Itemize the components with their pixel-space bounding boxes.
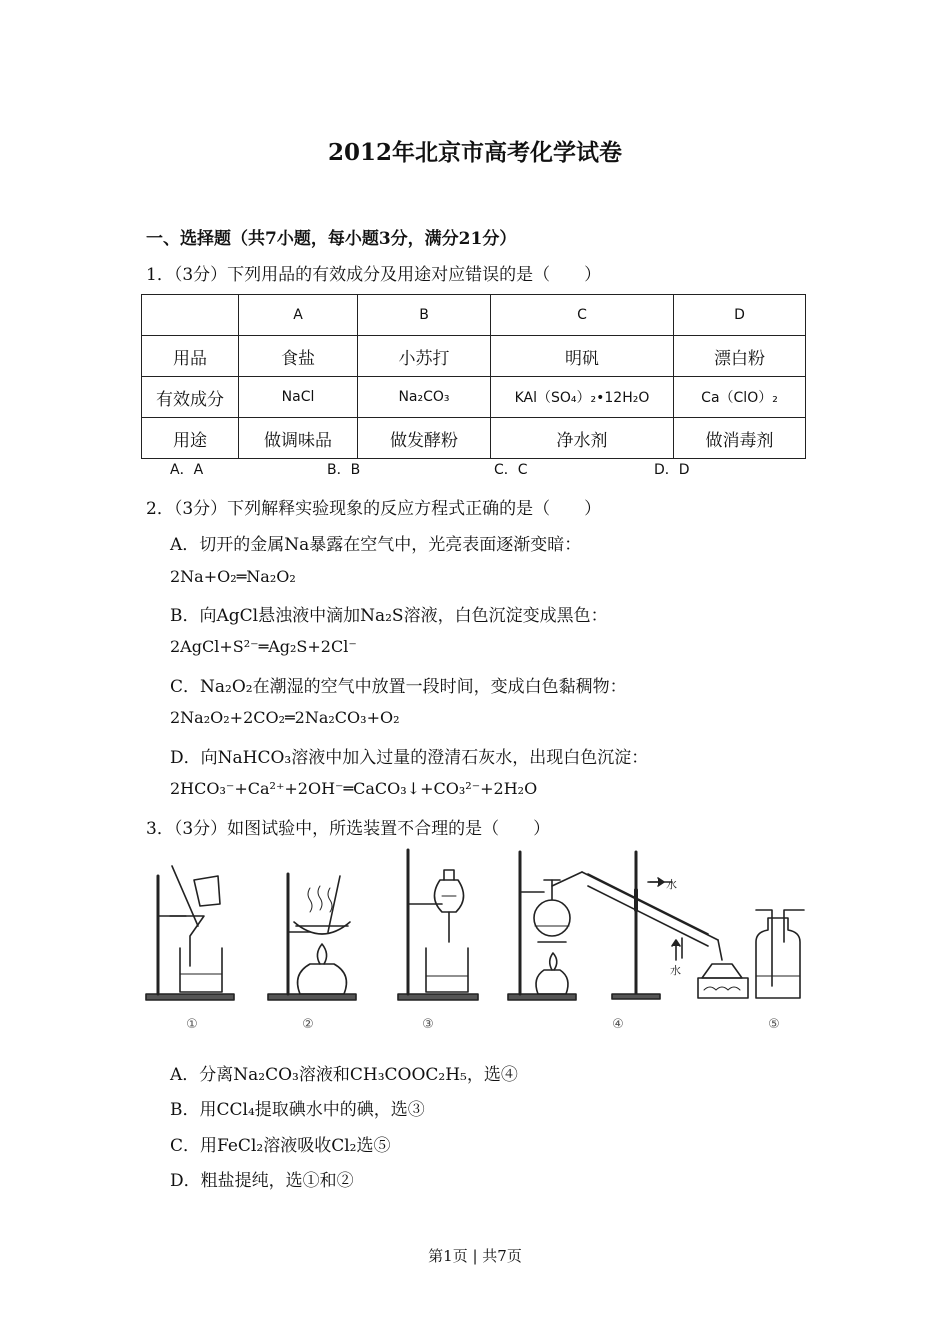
- apparatus-label-5: ⑤: [768, 1017, 780, 1032]
- page-footer: 第1页 | 共7页: [428, 1247, 522, 1265]
- table-header-cell: [142, 295, 239, 336]
- question-1-option-a: A．A: [170, 462, 204, 478]
- question-1-option-d: D．D: [654, 462, 690, 478]
- distillation-apparatus: [508, 852, 748, 1000]
- table-row: [142, 418, 806, 459]
- table-cell: 做调味品: [239, 418, 358, 459]
- evaporation-apparatus: [268, 874, 356, 1000]
- question-1-table: [141, 294, 806, 459]
- table-cell: 明矾: [491, 336, 674, 377]
- question-1-option-b: B．B: [327, 462, 361, 478]
- apparatus-label-1: ①: [186, 1017, 198, 1032]
- table-header-cell: C: [491, 295, 674, 336]
- gas-wash-bottle: [756, 910, 804, 998]
- table-cell: 有效成分: [142, 377, 239, 418]
- table-cell: 做发酵粉: [358, 418, 491, 459]
- table-cell: 用品: [142, 336, 239, 377]
- question-3-stem: 3．（3分）如图试验中，所选装置不合理的是（ ）: [146, 819, 551, 839]
- question-2-stem: 2．（3分）下列解释实验现象的反应方程式正确的是（ ）: [146, 499, 602, 519]
- question-2-option-a: A．切开的金属Na暴露在空气中，光亮表面逐渐变暗：: [170, 535, 582, 555]
- water-inlet-label: 水: [670, 964, 681, 977]
- table-cell: Na₂CO₃: [358, 377, 491, 418]
- table-header-cell: D: [674, 295, 806, 336]
- table-cell: 净水剂: [491, 418, 674, 459]
- apparatus-label-2: ②: [302, 1017, 314, 1032]
- separatory-funnel-apparatus: [398, 850, 478, 1000]
- table-cell: 做消毒剂: [674, 418, 806, 459]
- table-cell: KAl（SO₄）₂•12H₂O: [491, 377, 674, 418]
- table-row: [142, 377, 806, 418]
- water-outlet-label: 水: [666, 878, 677, 891]
- question-2-equation-b: 2AgCl+S²⁻═Ag₂S+2Cl⁻: [170, 637, 357, 656]
- question-2-equation-a: 2Na+O₂═Na₂O₂: [170, 567, 296, 586]
- question-2-equation-c: 2Na₂O₂+2CO₂═2Na₂CO₃+O₂: [170, 708, 400, 727]
- table-cell: Ca（ClO）₂: [674, 377, 806, 418]
- question-3-option-b: B．用CCl₄提取碘水中的碘，选③: [170, 1100, 425, 1120]
- apparatus-figure: [142, 846, 808, 1032]
- table-cell: NaCl: [239, 377, 358, 418]
- question-1-option-c: C．C: [494, 462, 528, 478]
- section-heading: 一、选择题（共7小题，每小题3分，满分21分）: [146, 229, 517, 249]
- question-2-equation-d: 2HCO₃⁻+Ca²⁺+2OH⁻═CaCO₃↓+CO₃²⁻+2H₂O: [170, 779, 538, 798]
- table-cell: 用途: [142, 418, 239, 459]
- table-row: [142, 336, 806, 377]
- question-3-option-c: C．用FeCl₂溶液吸收Cl₂选⑤: [170, 1136, 391, 1156]
- question-2-option-c: C．Na₂O₂在潮湿的空气中放置一段时间，变成白色黏稠物：: [170, 677, 627, 697]
- table-header-cell: A: [239, 295, 358, 336]
- question-2-option-b: B．向AgCl悬浊液中滴加Na₂S溶液，白色沉淀变成黑色：: [170, 606, 608, 626]
- table-cell: 食盐: [239, 336, 358, 377]
- table-header-cell: B: [358, 295, 491, 336]
- question-2-option-d: D．向NaHCO₃溶液中加入过量的澄清石灰水，出现白色沉淀：: [170, 748, 649, 768]
- question-3-option-a: A．分离Na₂CO₃溶液和CH₃COOC₂H₅，选④: [170, 1065, 518, 1085]
- page-title: 2012年北京市高考化学试卷: [327, 139, 622, 166]
- apparatus-label-4: ④: [612, 1017, 624, 1032]
- filtration-apparatus: [146, 866, 234, 1000]
- table-cell: 小苏打: [358, 336, 491, 377]
- table-cell: 漂白粉: [674, 336, 806, 377]
- apparatus-label-3: ③: [422, 1017, 434, 1032]
- question-1-stem: 1．（3分）下列用品的有效成分及用途对应错误的是（ ）: [146, 265, 602, 285]
- table-header-row: [142, 295, 806, 336]
- question-3-option-d: D．粗盐提纯，选①和②: [170, 1171, 354, 1191]
